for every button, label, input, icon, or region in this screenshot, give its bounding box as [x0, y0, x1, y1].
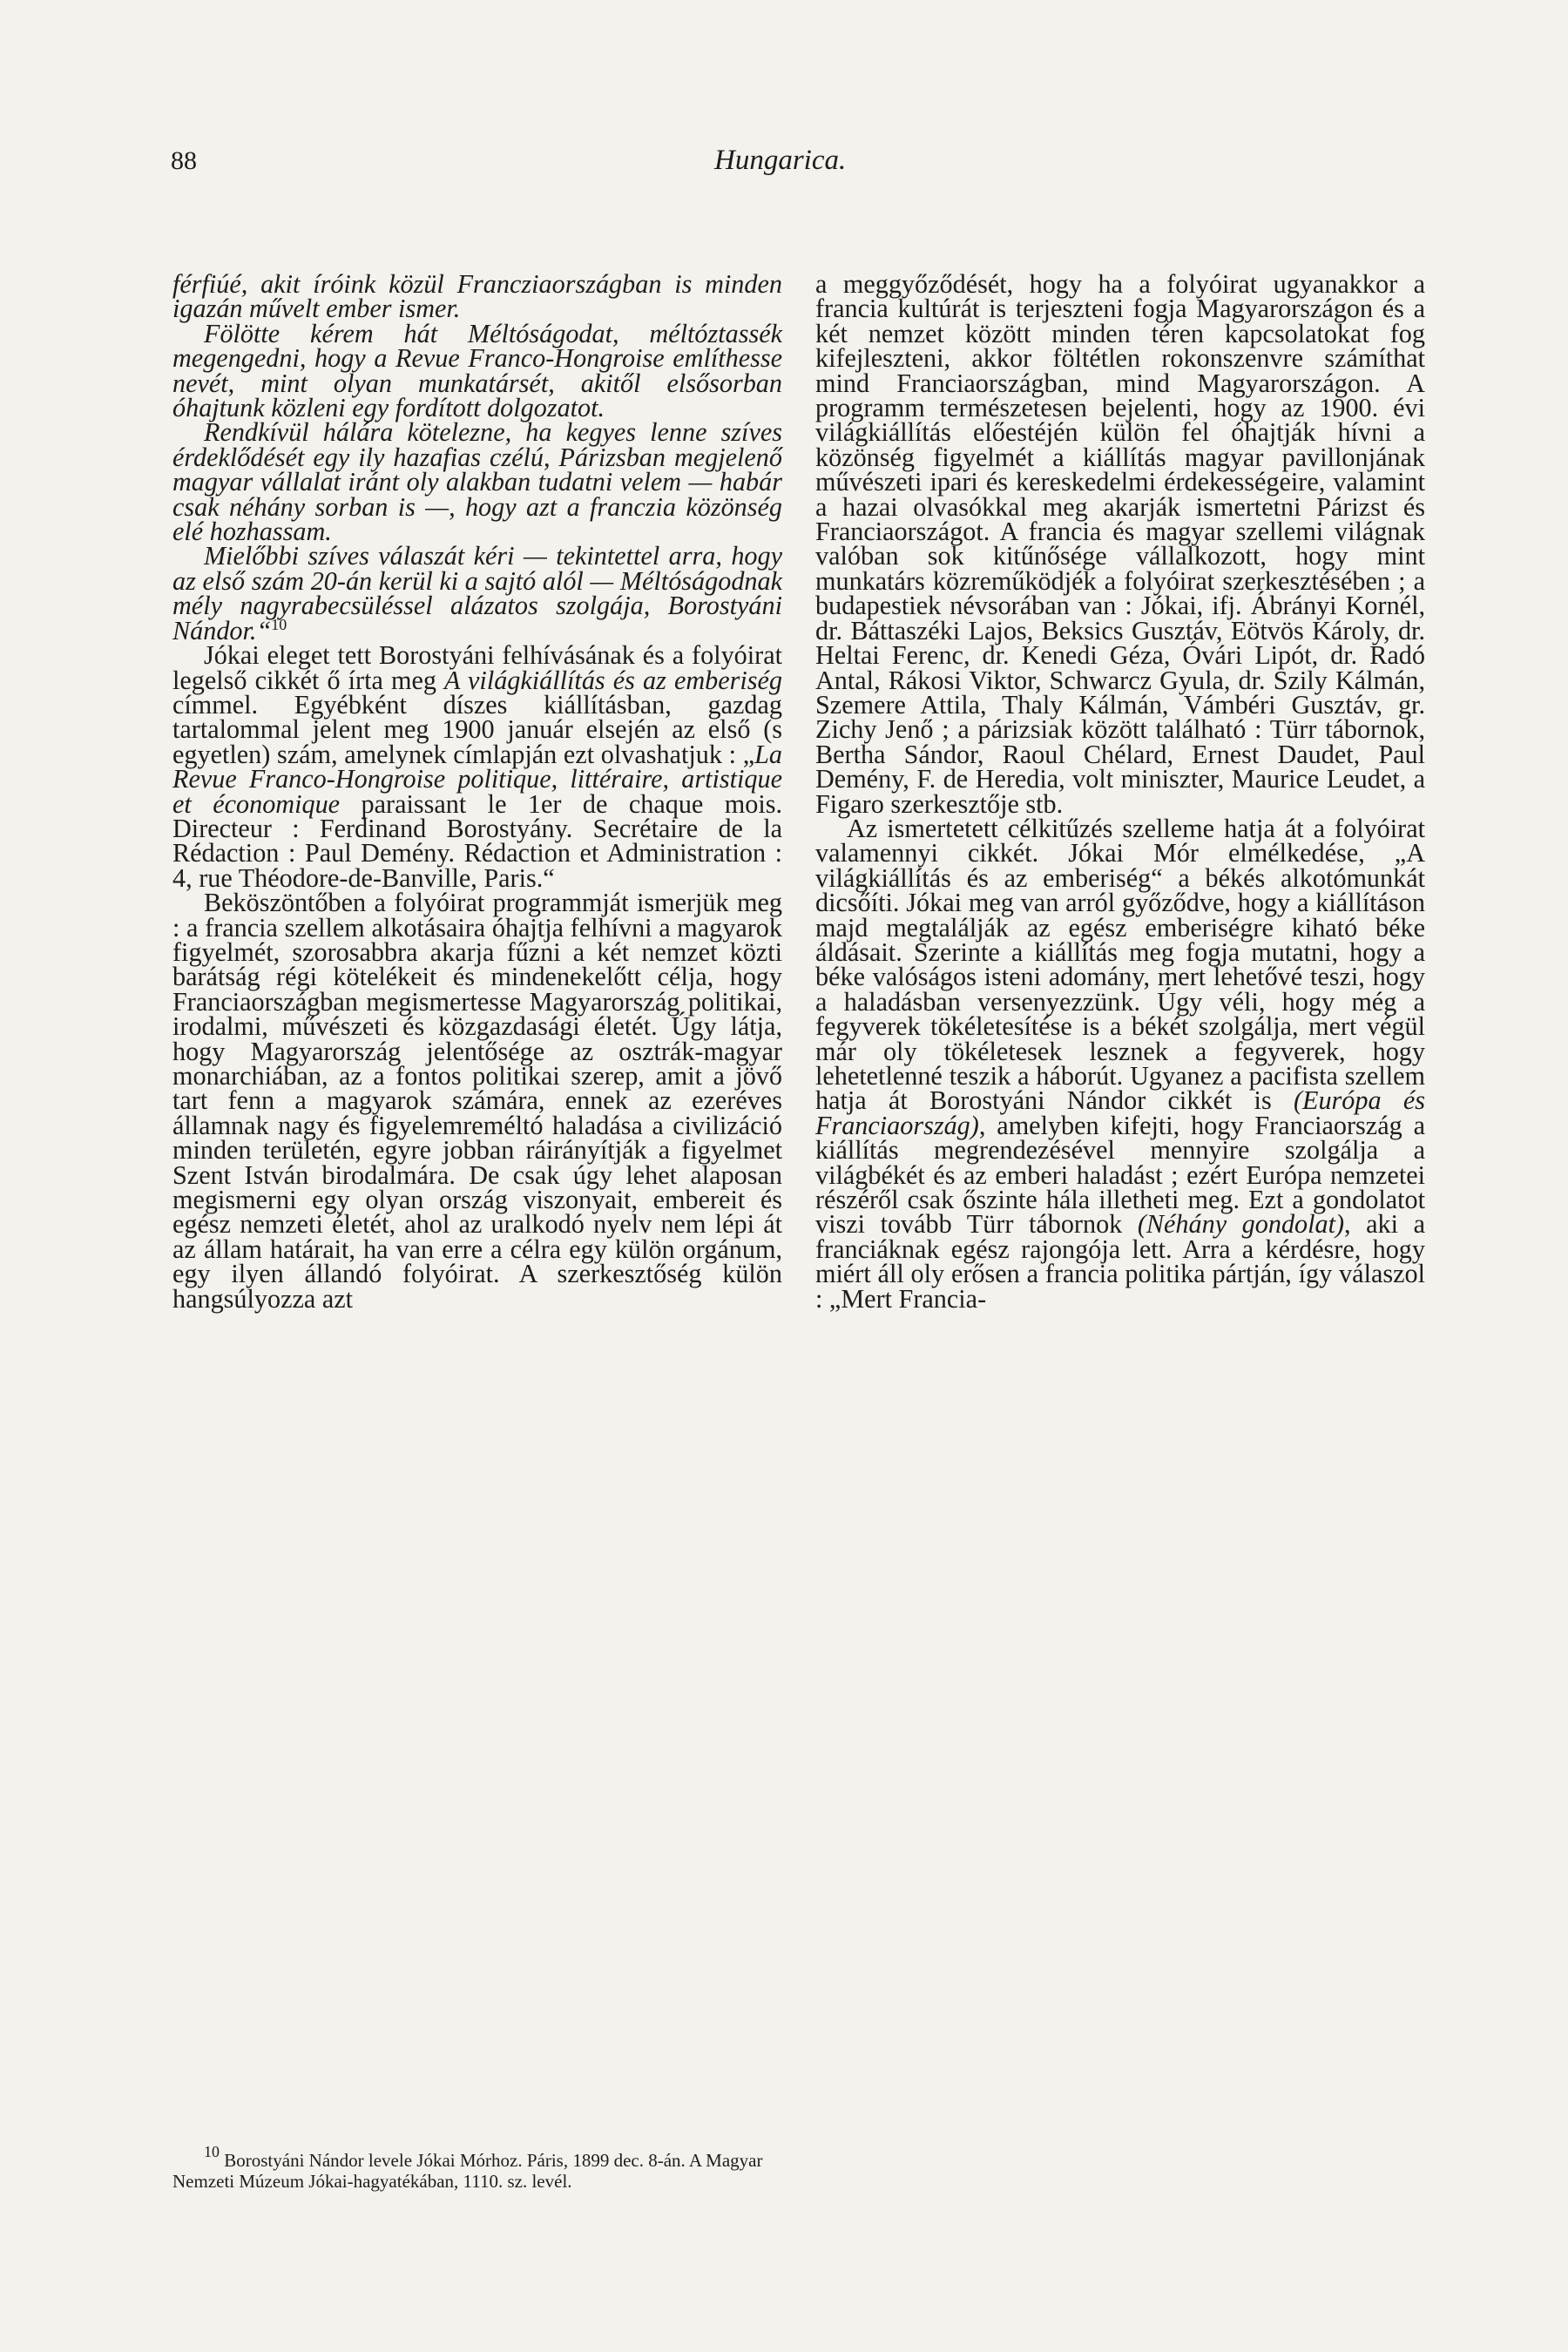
left-paragraph-5 [172, 640, 783, 893]
page-number: 88 [171, 146, 197, 175]
footnote-ref: 10 [271, 615, 287, 633]
footnote-mark: 10 [204, 2143, 220, 2160]
right-p2-text-a: Az ismertetett célkitűzés szelleme hatja át a folyóirat valamennyi cikkét. Jókai Mór elmélkedése, „A világkiállítás és az emberiség“ a békés alkotómunkát dicsőíti. Jókai meg van arról győződve, hogy a kiállításon majd megtalálják az egész emberiségre kiható béke áldásait. Szerinte a kiállítás meg fogja mutatni, hogy a béke valóságos isteni adomány, mert lehetővé teszi, hogy a haladásban versenyezzünk. Úgy véli, hogy még a fegyverek tökéletesítése is a békét szolgálja, mert végül már oly tökéletesek lesznek a fegyverek, hogy lehetetlenné teszik a háborút. Ugyanez a pacifista szellem hatja át Borostyáni Nándor cikkét is [815, 813, 1425, 1116]
running-head: Hungarica. [714, 145, 847, 176]
left-paragraph-3: Rendkívül hálára kötelezne, ha kegyes lenne szíves érdeklődését egy ily hazafias czélú, Párizsban megjelenő magyar vállalat iránt oly alakban tudatni velem — habár csak néhány sorban is —, hogy azt a franczia közönség elé hozhassam. [172, 417, 782, 547]
left-paragraph-1: férfiúé, akit íróink közül Francziaországban is minden igazán művelt ember ismer. [172, 269, 782, 324]
article-title: A világkiállítás és az emberiség [444, 665, 783, 695]
right-paragraph-1: a meggyőződését, hogy ha a folyóirat ugyanakkor a francia kultúrát is terjeszteni fogja Magyarországon és a két nemzet között minden téren kapcsolatokat fog kifejleszteni, akkor föltétlen rokonszenvre számíthat mind Franciaországban, mind Magyarországon. A programm természetesen bejelenti, hogy az 1900. évi világkiállítás előestéjén külön fel óhajtják hívni a közönség figyelmét a kiállítás magyar pavillonjának művészeti ipari és kereskedelmi érdekességeire, valamint a hazai olvasókkal meg akarják ismertetni Párizst és Franciaországot. A francia és magyar szellemi világnak valóban sok kitűnősége vállalkozott, hogy mint munkatárs közreműködjék a folyóirat szerkesztésében ; a budapestiek névsorában van : Jókai, ifj. Ábrányi Kornél, dr. Báttaszéki Lajos, Beksics Gusztáv, Eötvös Károly, dr. Heltai Ferenc, dr. Kenedi Géza, Óvári Lipót, dr. Radó Antal, Rákosi Viktor, Schwarcz Gyula, dr. Szily Kálmán, Szemere Attila, Thaly Kálmán, Vámbéri Gusztáv, gr. Zichy Jenő ; a párizsiak között található : Türr tábornok, Bertha Sándor, Raoul Chélard, Ernest Daudet, Paul Demény, F. de Heredia, volt miniszter, Maurice Leudet, a Figaro szerkesztője stb. [815, 269, 1425, 819]
left-paragraph-6: Beköszöntőben a folyóirat programmját ismerjük meg : a francia szellem alkotásaira óhajtja felhívni a magyarok figyelmét, szorosabbra akarja fűzni a két nemzet közti barátság régi kötelékeit és mindenekelőtt célja, hogy Franciaországban megismertesse Magyarország politikai, irodalmi, művészeti és közgazdasági életét. Úgy látja, hogy Magyarország jelentősége az osztrák-magyar monarchiában, az a fontos politikai szerep, amit a jövő tart fenn a magyarok számára, ennek az ezeréves államnak nagy és figyelemreméltó haladása a civilizáció minden területén, egyre jobban ráirányítják a figyelmet Szent István birodalmára. De csak úgy lehet alaposan megismerni egy olyan ország viszonyait, embereit és egész nemzeti életét, ahol az uralkodó nyelv nem lépi át az állam határait, ha van erre a célra egy külön orgánum, egy ilyen állandó folyóirat. A szerkesztőség külön hangsúlyozza azt [172, 888, 782, 1314]
footnote-text: Borostyáni Nándor levele Jókai Mórhoz. Páris, 1899 dec. 8-án. A Magyar Nemzeti Múzeum Jókai-hagyatékában, 1110. sz. levél. [172, 2150, 763, 2192]
right-paragraph-2 [815, 813, 1425, 1314]
right-column [815, 269, 1425, 1314]
left-paragraph-2: Fölötte kérem hát Méltóságodat, méltóztassék megengedni, hogy a Revue Franco-Hongroise említhesse nevét, mint olyan munkatársét, akitől elsősorban óhajtunk közleni egy fordított dolgozatot. [172, 318, 782, 423]
left-p5-text-c: címmel. Egyébként díszes kiállításban, gazdag tartalommal jelent meg 1900 január elsején az első (s egyetlen) szám, amelynek címlapján ezt olvashatjuk : „ [172, 689, 782, 769]
article-title-nehany: (Néhány gondolat) [1137, 1209, 1345, 1240]
right-p2-text-e: , aki a franciáknak egész rajongója lett. Arra a kérdésre, hogy miért áll oly erősen a francia politika pártján, így válaszol : „Mert Francia- [815, 1209, 1425, 1314]
left-p5-text-a: Jókai eleget tett Borostyáni felhívásának és a folyóirat legelső cikkét ő írta meg [172, 640, 782, 695]
right-p2-text-c: , amelyben kifejti, hogy Franciaország a kiállítás megrendezésével mennyire szolgálja a világbékét és az emberi haladást ; ezért Európa nemzetei részéről csak őszinte hála illetheti meg. Ezt a gondolatot viszi tovább Türr tábornok [815, 1110, 1425, 1240]
left-paragraph-4 [172, 541, 782, 645]
footnote [172, 2143, 782, 2192]
letter-closing: Mielőbbi szíves válaszát kéri — tekintettel arra, hogy az első szám 20-án kerül ki a sajtó alól — Méltóságodnak mély nagyrabecsüléssel alázatos szolgája, Borostyáni Nándor.“ [172, 541, 782, 645]
left-p5-text-e: paraissant le 1er de chaque mois. Directeur : Ferdinand Borostyány. Secrétaire de la Rédaction : Paul Demény. Rédaction et Administration : 4, rue Théodore-de-Banville, Paris.“ [172, 788, 783, 893]
journal-title: La Revue Franco-Hongroise politique, littéraire, artistique et économique [172, 739, 782, 819]
left-column [172, 269, 783, 1314]
article-title-europa: (Európa és Franciaország) [815, 1085, 1425, 1140]
